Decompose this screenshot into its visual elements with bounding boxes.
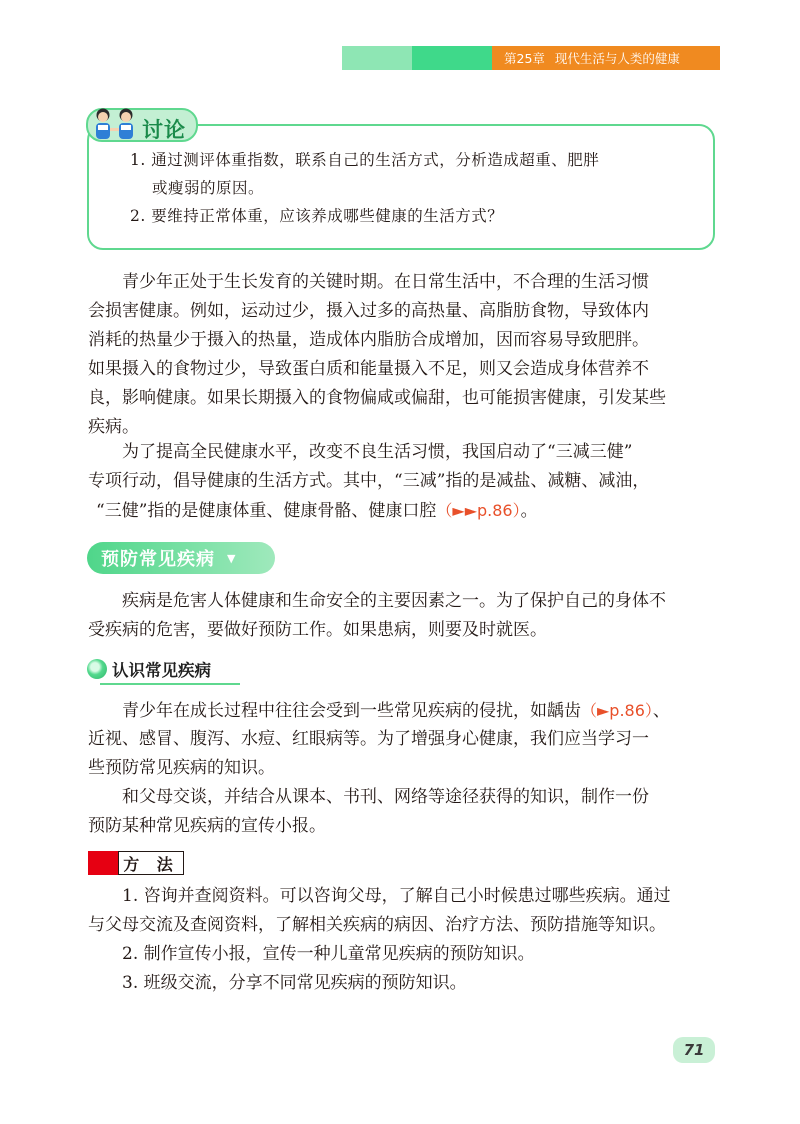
subsection-heading: 认识常见疾病 <box>112 661 211 680</box>
paragraph-1-line: 如果摄入的食物过少，导致蛋白质和能量摄入不足，则又会造成身体营养不 <box>88 359 649 379</box>
chapter-number: 第25章 <box>504 51 545 66</box>
method-step: 1. 咨询并查阅资料。可以咨询父母，了解自己小时候患过哪些疾病。通过 <box>122 886 671 906</box>
header-band-title-segment <box>492 46 720 70</box>
method-step: 3. 班级交流，分享不同常见疾病的预防知识。 <box>122 973 467 993</box>
paragraph-1-line: 疾病。 <box>88 417 139 437</box>
paragraph-2-text: “三健”指的是健康体重、健康骨骼、健康口腔 <box>96 501 437 521</box>
two-students-discussing-icon <box>90 106 140 144</box>
discussion-title: 讨论 <box>142 118 186 142</box>
section-heading-pill <box>87 542 275 574</box>
subsection-text: 、 <box>652 701 670 721</box>
section-intro-line: 疾病是危害人体健康和生命安全的主要因素之一。为了保护自己的身体不 <box>122 591 666 611</box>
subsection-paragraph-1-line <box>122 696 670 726</box>
page-reference-link[interactable]: （►►p.86） <box>436 501 521 520</box>
header-band-green-segment <box>412 46 492 70</box>
subsection-paragraph-1-line: 些预防常见疾病的知识。 <box>88 758 275 778</box>
method-step: 2. 制作宣传小报，宣传一种儿童常见疾病的预防知识。 <box>122 944 535 964</box>
section-intro-line: 受疾病的危害，要做好预防工作。如果患病，则要及时就医。 <box>88 620 547 640</box>
method-label-red-block <box>88 851 118 875</box>
chapter-title: 现代生活与人类的健康 <box>554 51 680 66</box>
paragraph-1-line: 良，影响健康。如果长期摄入的食物偏咸或偏甜，也可能损害健康，引发某些 <box>88 388 666 408</box>
method-label: 方 法 <box>118 851 184 875</box>
subsection-paragraph-1-line: 近视、感冒、腹泻、水痘、红眼病等。为了增强身心健康，我们应当学习一 <box>88 729 649 749</box>
discussion-item-2: 2. 要维持正常体重，应该养成哪些健康的生活方式？ <box>130 207 504 225</box>
chapter-header-band <box>342 46 720 70</box>
section-heading: 预防常见疾病 <box>101 549 215 570</box>
page-reference-link[interactable]: （►p.86） <box>581 701 653 720</box>
subsection-underline <box>100 683 240 685</box>
green-circle-bullet-icon <box>87 659 107 679</box>
discussion-item-1-continued: 或瘦弱的原因。 <box>152 179 265 197</box>
subsection-paragraph-2-line: 和父母交谈，并结合从课本、书刊、网络等途径获得的知识，制作一份 <box>122 787 649 807</box>
paragraph-1-line: 会损害健康。例如，运动过少，摄入过多的高热量、高脂肪食物，导致体内 <box>88 301 649 321</box>
paragraph-1-line: 青少年正处于生长发育的关键时期。在日常生活中，不合理的生活习惯 <box>122 272 649 292</box>
paragraph-2-line: 专项行动，倡导健康的生活方式。其中，“三减”指的是减盐、减糖、减油， <box>88 471 650 491</box>
subsection-paragraph-2-line: 预防某种常见疾病的宣传小报。 <box>88 816 326 836</box>
paragraph-2-line: 为了提高全民健康水平，改变不良生活习惯，我国启动了“三减三健” <box>122 442 633 462</box>
method-step: 与父母交流及查阅资料，了解相关疾病的病因、治疗方法、预防措施等知识。 <box>88 915 666 935</box>
header-band-light-segment <box>342 46 412 70</box>
chevron-down-icon: ▼ <box>227 551 236 565</box>
paragraph-2-end: 。 <box>520 501 538 521</box>
paragraph-2-line-last <box>96 496 538 526</box>
discussion-item-1: 1. 通过测评体重指数，联系自己的生活方式，分析造成超重、肥胖 <box>130 151 600 169</box>
paragraph-1-line: 消耗的热量少于摄入的热量，造成体内脂肪合成增加，因而容易导致肥胖。 <box>88 330 649 350</box>
subsection-text: 青少年在成长过程中往往会受到一些常见疾病的侵扰，如龋齿 <box>122 701 581 721</box>
page-number: 71 <box>673 1037 715 1063</box>
